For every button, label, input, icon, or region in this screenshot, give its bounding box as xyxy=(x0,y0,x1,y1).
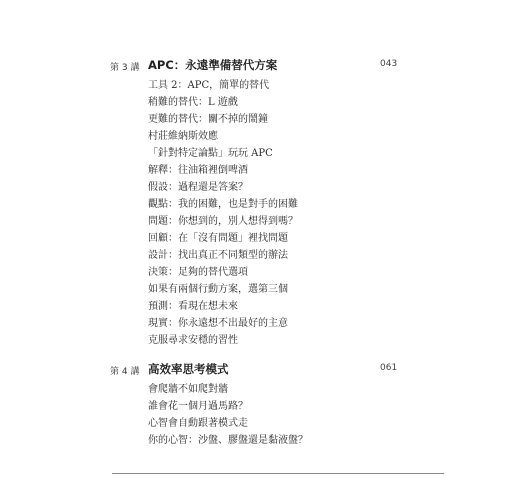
section-item[interactable]: 村莊維納斯效應 xyxy=(148,131,218,142)
section-item[interactable]: 現實：你永遠想不出最好的主意 xyxy=(148,318,288,329)
chapter-number: 第 3 講 xyxy=(110,63,140,73)
chapter-page-number: 043 xyxy=(380,59,398,69)
section-item[interactable]: 會爬牆不如爬對牆 xyxy=(148,384,228,395)
section-item[interactable]: 誰會花一個月過馬路？ xyxy=(148,401,248,412)
chapter-number: 第 4 講 xyxy=(110,367,140,377)
section-item[interactable]: 預測：看現在想未來 xyxy=(148,301,238,312)
section-item[interactable]: 你的心智：沙盤、膠盤還是黏液盤？ xyxy=(148,435,308,446)
section-item[interactable]: 決策：足夠的替代選項 xyxy=(148,267,248,278)
section-item[interactable]: 觀點：我的困難，也是對手的困難 xyxy=(148,199,298,210)
section-list xyxy=(148,77,298,349)
chapter-4 xyxy=(0,361,520,446)
section-item[interactable]: 更難的替代：關不掉的鬧鐘 xyxy=(148,114,268,125)
section-item[interactable]: 假設：過程還是答案？ xyxy=(148,182,248,193)
chapter-header xyxy=(0,57,520,75)
section-item[interactable]: 心智會自動跟著模式走 xyxy=(148,418,248,429)
bottom-divider xyxy=(112,473,444,474)
section-item[interactable]: 問題：你想到的，別人想得到嗎？ xyxy=(148,216,298,227)
section-item[interactable]: 稍難的替代：L 遊戲 xyxy=(148,97,238,108)
chapter-3 xyxy=(0,57,520,346)
section-item[interactable]: 克服尋求安穩的習性 xyxy=(148,335,238,346)
section-item[interactable]: 如果有兩個行動方案，選第三個 xyxy=(148,284,288,295)
section-item[interactable]: 回顧：在「沒有問題」裡找問題 xyxy=(148,233,288,244)
section-item[interactable]: 解釋：往油箱裡倒啤酒 xyxy=(148,165,248,176)
section-item[interactable]: 「針對特定論點」玩玩 APC xyxy=(148,148,273,159)
chapter-title[interactable]: APC：永遠準備替代方案 xyxy=(148,58,278,72)
chapter-title[interactable]: 高效率思考模式 xyxy=(148,362,229,376)
chapter-page-number: 061 xyxy=(380,363,398,373)
section-list xyxy=(148,381,308,449)
chapter-header xyxy=(0,361,520,379)
section-item[interactable]: 工具 2：APC，簡單的替代 xyxy=(148,80,270,91)
section-item[interactable]: 設計：找出真正不同類型的辦法 xyxy=(148,250,288,261)
